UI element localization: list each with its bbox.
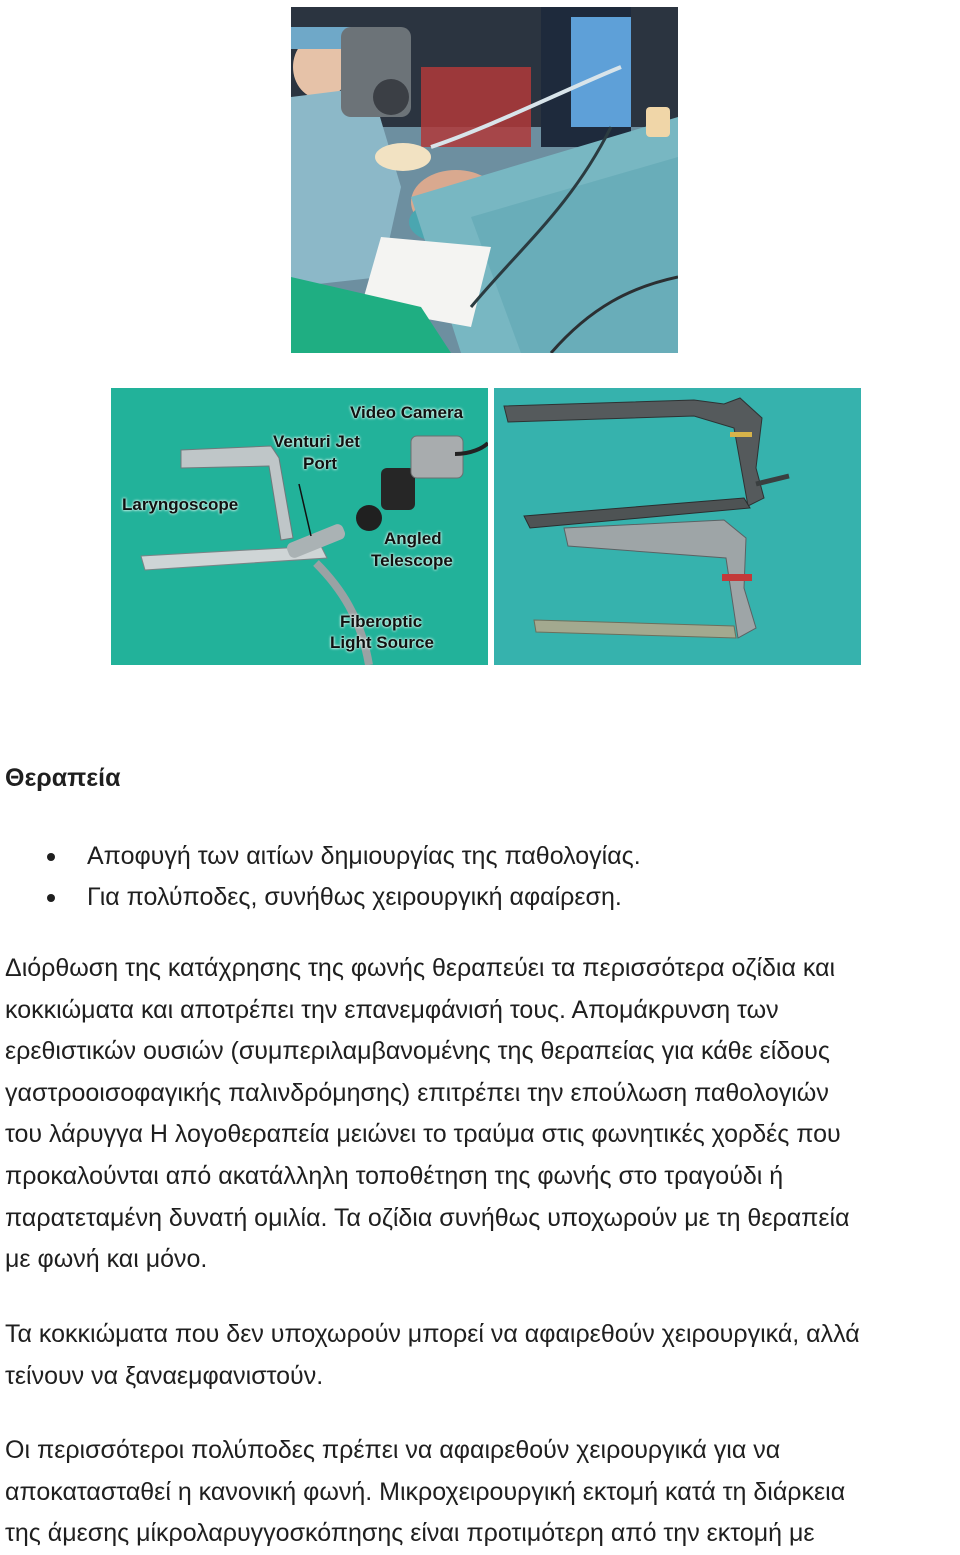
text-line: του λάρυγγα Η λογοθεραπεία μειώνει το τραύμα στις φωνητικές χορδές που: [5, 1120, 841, 1149]
list-item: [0, 836, 641, 877]
paragraph-polyps: [5, 1430, 960, 1555]
instruments-illustration: [111, 388, 488, 665]
text-line: της άμεσης μίκρολαρυγγοσκόπησης είναι προτιμότερη από την εκτομή με: [5, 1519, 815, 1548]
text-line: κοκκιώματα και αποτρέπει την επανεμφάνισή τους. Απομάκρυνση των: [5, 995, 779, 1024]
label-venturi-jet-line2: Port: [303, 454, 337, 473]
label-angled-telescope-line1: Angled: [384, 529, 442, 548]
label-laryngoscope: Laryngoscope: [122, 495, 239, 514]
list-item: [0, 877, 641, 918]
laryngoscopes-photo: [494, 388, 861, 665]
surgery-photo: [291, 7, 678, 353]
laryngoscopes-illustration: [494, 388, 861, 665]
label-angled-telescope-line2: Telescope: [371, 551, 453, 570]
bullet-list: [0, 836, 641, 918]
text-line: προκαλούνται από ακατάλληλη τοποθέτηση της φωνής στο τραγούδι ή: [5, 1161, 784, 1190]
text-line: γαστροοισοφαγικής παλινδρόμησης) επιτρέπει την επούλωση παθολογιών: [5, 1078, 829, 1107]
list-item-text: Αποφυγή των αιτίων δημιουργίας της παθολογίας.: [87, 842, 641, 870]
text-line: τείνουν να ξαναεμφανιστούν.: [5, 1361, 324, 1390]
text-line: Τα κοκκιώματα που δεν υποχωρούν μπορεί να αφαιρεθούν χειρουργικά, αλλά: [5, 1320, 860, 1348]
text-line: με φωνή και μόνο.: [5, 1245, 208, 1274]
bullet-dot: [47, 894, 55, 902]
text-line: Διόρθωση της κατάχρησης της φωνής θεραπεύει τα περισσότερα οζίδια και: [5, 954, 836, 982]
label-video-camera: Video Camera: [350, 403, 464, 422]
text-line: Οι περισσότεροι πολύποδες πρέπει να αφαιρεθούν χειρουργικά για να: [5, 1436, 781, 1464]
section-heading: Θεραπεία: [5, 764, 121, 792]
surgery-photo-illustration: [291, 7, 678, 353]
paragraph-granulomas: [5, 1314, 960, 1397]
list-item-text: Για πολύποδες, συνήθως χειρουργική αφαίρεση.: [87, 883, 622, 911]
text-line: ερεθιστικών ουσιών (συμπεριλαμβανομένης της θεραπείας για κάθε είδους: [5, 1037, 830, 1066]
paragraph-voice-therapy: [5, 948, 960, 1281]
instruments-photo: [111, 388, 488, 665]
bullet-dot: [47, 853, 55, 861]
text-line: παρατεταμένη δυνατή ομιλία. Τα οζίδια συνήθως υποχωρούν με τη θεραπεία: [5, 1203, 850, 1232]
label-fiberoptic-line1: Fiberoptic: [340, 612, 423, 631]
label-fiberoptic-line2: Light Source: [330, 633, 434, 652]
label-venturi-jet-line1: Venturi Jet: [273, 432, 360, 451]
text-line: αποκατασταθεί η κανονική φωνή. Μικροχειρουργική εκτομή κατά τη διάρκεια: [5, 1477, 846, 1506]
